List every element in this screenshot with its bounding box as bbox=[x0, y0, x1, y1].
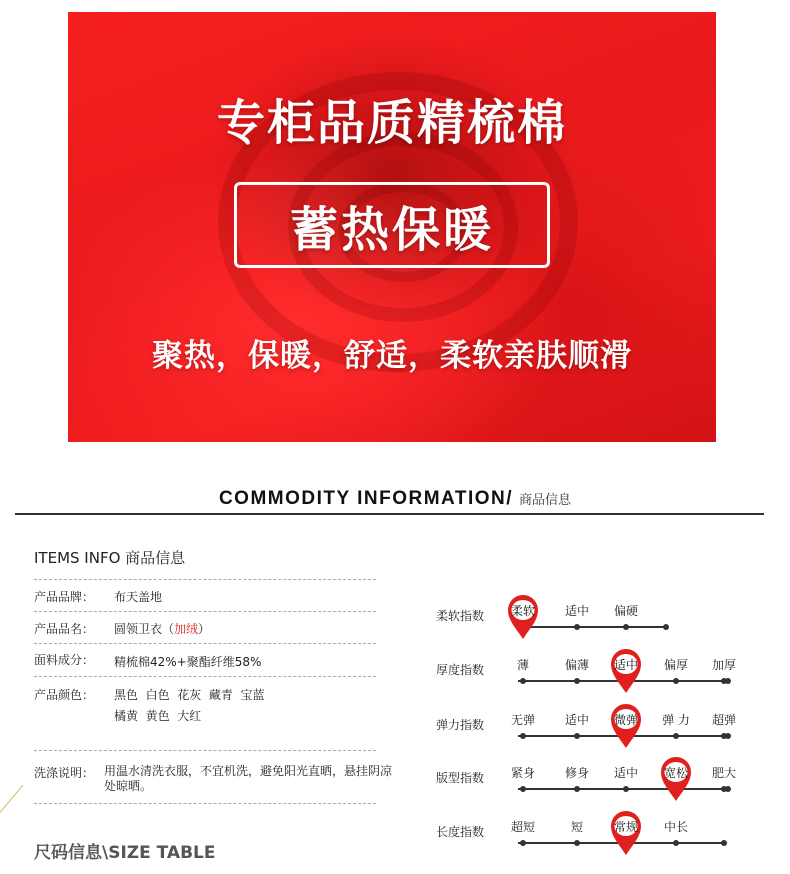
info-value: 布天盖地 bbox=[114, 590, 163, 604]
index-option: 偏硬 bbox=[613, 604, 639, 618]
dashed-divider bbox=[34, 803, 376, 804]
care-label: 洗涤说明： bbox=[34, 766, 95, 780]
dashed-divider bbox=[34, 579, 376, 580]
banner-feature-box bbox=[234, 182, 550, 268]
selected-marker-icon bbox=[608, 809, 644, 857]
index-option: 偏薄 bbox=[564, 658, 590, 672]
index-option: 短 bbox=[570, 820, 584, 834]
dashed-divider bbox=[34, 643, 376, 644]
scale-dot bbox=[574, 624, 580, 630]
scale-end-dot bbox=[663, 624, 669, 630]
scale-dot bbox=[623, 786, 629, 792]
index-option: 紧身 bbox=[510, 766, 536, 780]
index-option-selected: 微弹 bbox=[613, 713, 638, 727]
value-suffix: ） bbox=[198, 622, 211, 636]
index-label: 长度指数 bbox=[436, 825, 485, 839]
info-row-fabric bbox=[34, 651, 262, 669]
index-label: 弹力指数 bbox=[436, 718, 485, 732]
index-option: 修身 bbox=[564, 766, 590, 780]
index-option: 无弹 bbox=[510, 713, 536, 727]
header-divider bbox=[15, 513, 764, 515]
scale-dot bbox=[673, 678, 679, 684]
index-option: 偏厚 bbox=[663, 658, 689, 672]
items-info-title: ITEMS INFO 商品信息 bbox=[34, 549, 186, 567]
banner-feature-text: 蓄热保暖 bbox=[289, 201, 494, 258]
scale-dot bbox=[721, 678, 727, 684]
dashed-divider bbox=[34, 611, 376, 612]
index-option: 加厚 bbox=[711, 658, 737, 672]
index-label: 柔软指数 bbox=[436, 609, 485, 623]
info-row-brand bbox=[34, 588, 163, 605]
scale-dot bbox=[574, 733, 580, 739]
size-table-title: 尺码信息\SIZE TABLE bbox=[34, 843, 216, 863]
info-row-colors bbox=[34, 686, 265, 723]
index-option-selected: 柔软 bbox=[510, 604, 535, 618]
scale-dot bbox=[520, 678, 526, 684]
scale-dot bbox=[673, 733, 679, 739]
value-highlight: 加绒 bbox=[174, 622, 199, 636]
info-label: 产品品名： bbox=[34, 622, 95, 636]
index-option: 肥大 bbox=[711, 766, 737, 780]
index-option-selected: 常规 bbox=[613, 820, 638, 834]
info-label: 面料成分： bbox=[34, 653, 95, 667]
care-text: 用温水清洗衣服，不宜机洗，避免阳光直晒，悬挂阴凉处晾晒。 bbox=[104, 764, 393, 793]
scale-dot bbox=[673, 840, 679, 846]
decorative-line bbox=[0, 785, 23, 816]
index-option: 超短 bbox=[510, 820, 536, 834]
info-value-line1: 黑色 白色 花灰 藏青 宝蓝 bbox=[114, 688, 265, 702]
banner-title: 专柜品质精梳棉 bbox=[216, 95, 567, 151]
info-value: 精梳棉42%+聚酯纤维58% bbox=[114, 655, 262, 669]
index-option: 弹 力 bbox=[662, 713, 690, 727]
banner-subtitle: 聚热，保暖，舒适，柔软亲肤顺滑 bbox=[152, 338, 632, 374]
index-option: 适中 bbox=[564, 604, 590, 618]
index-option: 超弹 bbox=[711, 713, 737, 727]
value-prefix: 圆领卫衣（ bbox=[114, 622, 175, 636]
selected-marker-icon bbox=[608, 702, 644, 750]
selected-marker-icon bbox=[505, 593, 541, 641]
info-label: 产品品牌： bbox=[34, 590, 95, 604]
selected-marker-icon bbox=[608, 647, 644, 695]
scale-dot bbox=[520, 733, 526, 739]
info-label: 产品颜色： bbox=[34, 688, 95, 702]
scale-dot bbox=[520, 840, 526, 846]
scale-dot bbox=[721, 733, 727, 739]
info-value-line2: 橘黄 黄色 大红 bbox=[114, 709, 202, 723]
scale-end-dot bbox=[721, 840, 727, 846]
index-option: 薄 bbox=[516, 658, 530, 672]
dashed-divider bbox=[34, 750, 376, 751]
scale-dot bbox=[574, 678, 580, 684]
index-option-selected: 适中 bbox=[613, 658, 638, 672]
scale-dot bbox=[623, 624, 629, 630]
index-label: 厚度指数 bbox=[436, 663, 485, 677]
hero-banner bbox=[68, 12, 716, 442]
index-option-selected: 宽松 bbox=[663, 766, 688, 780]
commodity-info-header bbox=[0, 488, 790, 510]
index-option: 中长 bbox=[663, 820, 689, 834]
index-label: 版型指数 bbox=[436, 771, 485, 785]
scale-dot bbox=[721, 786, 727, 792]
info-value bbox=[114, 620, 210, 637]
dashed-divider bbox=[34, 676, 376, 677]
scale-dot bbox=[520, 786, 526, 792]
selected-marker-icon bbox=[658, 755, 694, 803]
care-instructions bbox=[34, 764, 393, 793]
index-option: 适中 bbox=[613, 766, 639, 780]
scale-dot bbox=[574, 840, 580, 846]
commodity-info-title-en: COMMODITY INFORMATION/ bbox=[218, 488, 514, 509]
commodity-info-title-cn: 商品信息 bbox=[519, 493, 572, 508]
info-row-name bbox=[34, 620, 211, 637]
scale-dot bbox=[574, 786, 580, 792]
index-option: 适中 bbox=[564, 713, 590, 727]
